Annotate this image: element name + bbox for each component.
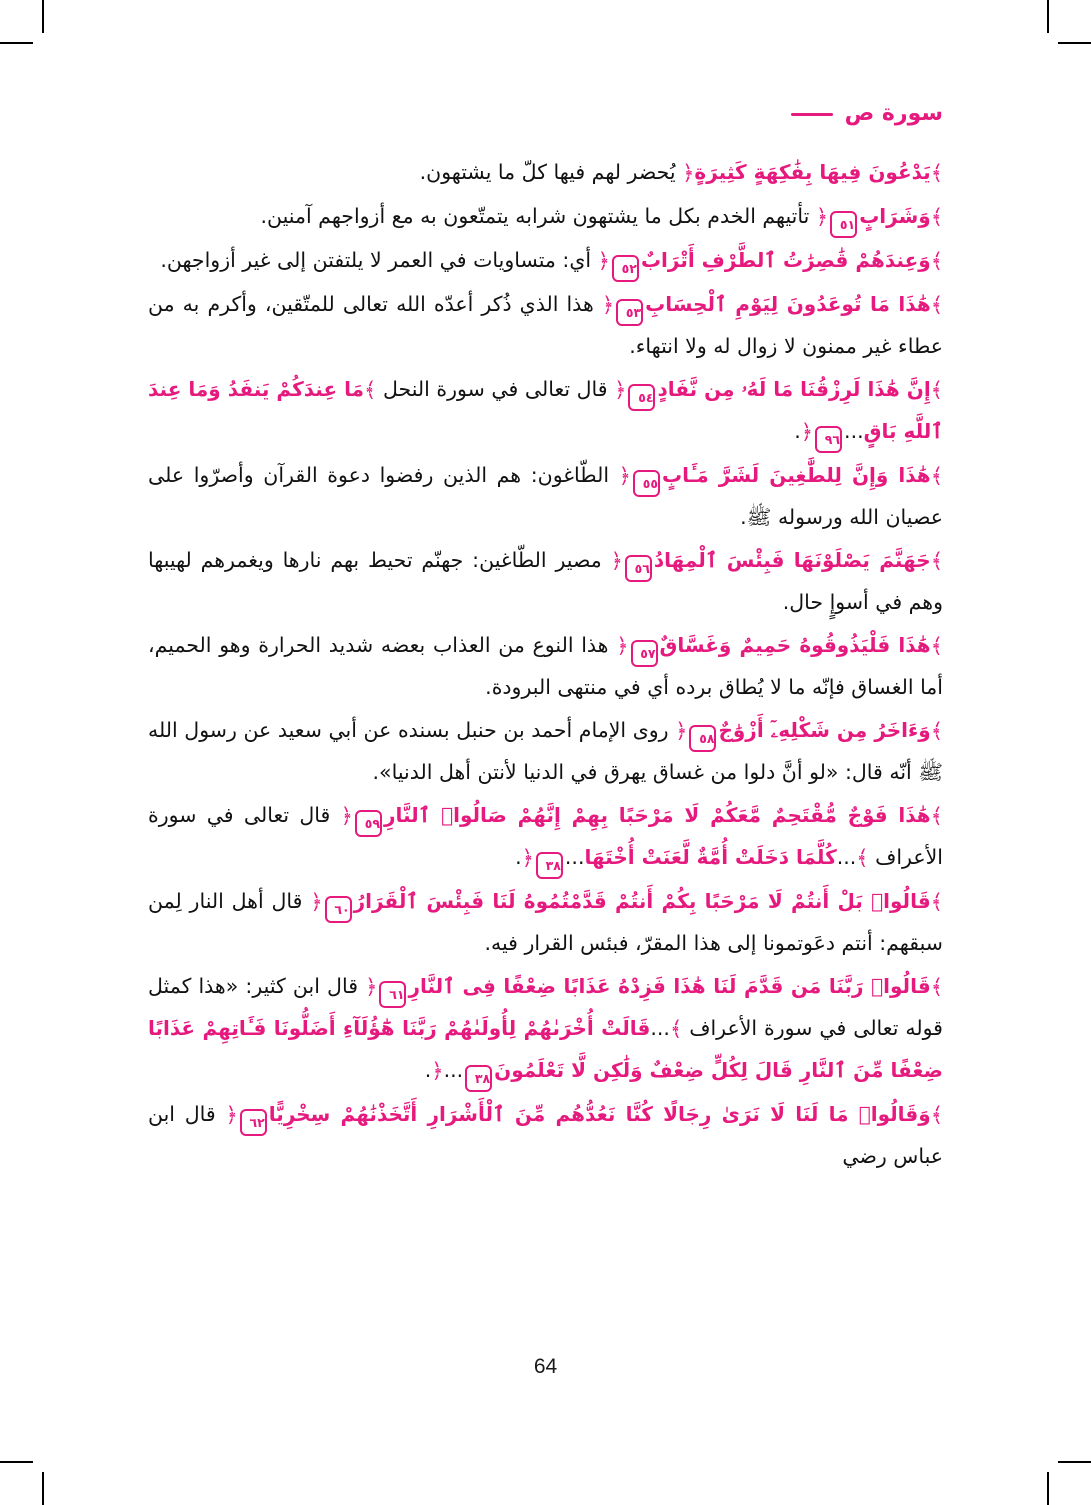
ayah-text: هَٰذَا مَا تُوعَدُونَ لِيَوْمِ ٱلْحِسَابِ	[645, 292, 931, 316]
ayah-number-value: ٥٤	[638, 390, 654, 405]
ayah-text: وَشَرَابٍ	[859, 204, 931, 228]
crop-mark-bottom-right-vertical	[1047, 1472, 1049, 1505]
ayah-text: هَٰذَا وَإِنَّ لِلطَّٰغِينَ لَشَرَّ مَـَٔابٍ	[661, 463, 931, 487]
ayah-text: قَالُوا۟ بَلْ أَنتُمْ لَا مَرْحَبًا بِكُمْ أَنتُمْ قَدَّمْتُمُوهُ لَنَا فَبِئْسَ ٱلْقَرَارُ	[353, 889, 931, 913]
paragraph-ayah-62	[148, 1094, 943, 1177]
quoted-ayah-number-ornament	[465, 1065, 492, 1092]
bracket-close-icon: ﴿	[682, 161, 695, 185]
bracket-open-icon: ﴾	[930, 890, 943, 914]
quote-ellipsis-lead: ...	[836, 845, 857, 869]
bracket-open-icon: ﴾	[930, 378, 943, 402]
commentary-text: هذا الذي ذُكر أعدّه الله تعالى للمتّقين، وأكرم به من عطاء غير ممنون لا زوال له ولا انتهاء.	[148, 292, 943, 358]
quoted-ayah-number-value: ٣٨	[545, 858, 561, 873]
paragraph-ayah-56	[148, 540, 943, 623]
bracket-open-icon: ﴾	[930, 634, 943, 658]
crop-mark-bottom-left-vertical	[42, 1472, 44, 1505]
header-rule	[791, 113, 833, 116]
page-number: 64	[533, 1355, 558, 1378]
crop-mark-top-right-horizontal	[1058, 42, 1091, 44]
bracket-close-icon: ﴿	[431, 1059, 444, 1083]
ayah-number-ornament	[325, 896, 352, 923]
commentary-text-after: .	[424, 1058, 432, 1082]
commentary-text-before: قال ابن كثير: «هذا كمثل قوله تعالى في سورة الأعراف	[148, 974, 943, 1040]
ayah-text: إِنَّ هَٰذَا لَرِزْقُنَا مَا لَهُۥ مِن نَّفَادٍ	[657, 377, 931, 401]
ayah-text: جَهَنَّمَ يَصْلَوْنَهَا فَبِئْسَ ٱلْمِهَادُ	[653, 548, 931, 572]
bracket-open-icon: ﴾	[669, 1017, 683, 1041]
quote-ellipsis: ...	[443, 1058, 464, 1082]
paragraph-ayah-58	[148, 710, 943, 793]
bracket-close-icon: ﴿	[618, 464, 631, 488]
ayah-number-ornament	[830, 211, 857, 238]
running-header	[791, 103, 943, 125]
ayah-number-ornament	[616, 299, 643, 326]
bracket-open-icon: ﴾	[930, 293, 944, 317]
commentary-text-after: .	[794, 419, 801, 443]
ayah-number-value: ٦١	[389, 987, 405, 1002]
quoted-ayah-number-value: ٩٦	[824, 432, 841, 447]
quoted-ayah-number-value: ٣٨	[474, 1071, 491, 1086]
bracket-close-icon: ﴿	[365, 975, 378, 999]
bracket-open-icon: ﴾	[930, 249, 943, 273]
bracket-open-icon: ﴾	[930, 205, 943, 229]
paragraph-ayah-60	[148, 881, 943, 964]
commentary-text: قال أهل النار لِمن سبقهم: أنتم دعَوتمونا إلى هذا المقرّ، فبئس القرار فيه.	[148, 889, 943, 955]
ayah-number-value: ٥٦	[634, 561, 650, 576]
crop-mark-top-left-horizontal	[0, 42, 33, 44]
paragraph-ayah-51	[148, 152, 943, 194]
quoted-ayah-text: كُلَّمَا دَخَلَتْ أُمَّةٌ لَّعَنَتْ أُخْتَهَا	[584, 845, 837, 869]
bracket-open-icon: ﴾	[930, 1103, 943, 1127]
ayah-number-value: ٥٩	[364, 816, 380, 831]
ayah-number-value: ٥٢	[621, 261, 637, 276]
bracket-close-icon: ﴿	[601, 293, 615, 317]
ayah-number-value: ٥٣	[625, 305, 642, 320]
commentary-text-before: قال تعالى في سورة النحل	[382, 377, 608, 401]
quote-ellipsis-lead: ...	[650, 1016, 670, 1040]
quoted-ayah-number-ornament	[536, 852, 563, 879]
paragraph-ayah-55	[148, 455, 943, 538]
quote-ellipsis: ...	[844, 419, 864, 443]
quoted-ayah-text: قَالَتْ أُخْرَىٰهُمْ لِأُولَىٰهُمْ رَبَّنَا هَٰٓؤُلَآءِ أَضَلُّونَا فَـَٔاتِهِمْ عَذَابًا ضِعْفًا مِّنَ ٱلنَّارِ قَالَ لِكُلٍّ ضِعْفٌ وَلَٰكِن لَّا تَعْلَمُونَ	[148, 1016, 943, 1082]
bracket-close-icon: ﴿	[616, 634, 629, 658]
paragraph-ayah-61	[148, 966, 943, 1092]
bracket-close-icon: ﴿	[310, 890, 323, 914]
ayah-number-ornament	[355, 810, 382, 837]
paragraph-ayah-51b	[148, 196, 943, 238]
quoted-ayah-text: مَا عِندَكُمْ يَنفَدُ وَمَا عِندَ ٱللَّهِ بَاقٍ	[148, 377, 943, 443]
crop-mark-top-right-vertical	[1047, 0, 1049, 33]
commentary-text: تأتيهم الخدم بكل ما يشتهون شرابه يتمتّعون به مع أزواجهم آمنين.	[260, 204, 810, 228]
page-body	[148, 152, 943, 1179]
bracket-open-icon: ﴾	[930, 804, 943, 828]
ayah-number-ornament	[628, 384, 655, 411]
paragraph-ayah-54	[148, 369, 943, 453]
ayah-number-value: ٥١	[839, 217, 856, 232]
commentary-text-before: قال تعالى في سورة الأعراف	[148, 803, 943, 869]
bracket-close-icon: ﴿	[815, 205, 829, 229]
paragraph-ayah-53	[148, 284, 943, 367]
bracket-close-icon: ﴿	[521, 846, 534, 870]
bracket-open-icon: ﴾	[930, 464, 943, 488]
ayah-number-ornament	[631, 640, 658, 667]
ayah-number-ornament	[625, 555, 652, 582]
paragraph-ayah-59	[148, 795, 943, 879]
ayah-number-value: ٦٢	[249, 1115, 265, 1130]
bracket-open-icon: ﴾	[930, 161, 943, 185]
crop-mark-top-left-vertical	[42, 0, 44, 33]
bracket-close-icon: ﴿	[340, 804, 353, 828]
ayah-text: وَعِندَهُمْ قَٰصِرَٰتُ ٱلطَّرْفِ أَتْرَابٌ	[640, 248, 931, 272]
ayah-text: يَدْعُونَ فِيهَا بِفَٰكِهَةٍ كَثِيرَةٍ	[694, 160, 931, 184]
bracket-open-icon: ﴾	[364, 378, 377, 402]
bracket-close-icon: ﴿	[597, 249, 610, 273]
bracket-close-icon: ﴿	[610, 549, 623, 573]
commentary-text: أي: متساويات في العمر لا يلتفتن إلى غير أزواجهن.	[160, 248, 592, 272]
surah-title: سورة ص	[844, 101, 943, 126]
bracket-open-icon: ﴾	[930, 719, 944, 743]
commentary-text: الطّاغون: هم الذين رفضوا دعوة القرآن وأصرّوا على عصيان الله ورسوله ﷺ.	[148, 463, 943, 529]
bracket-close-icon: ﴿	[225, 1103, 238, 1127]
bracket-close-icon: ﴿	[614, 378, 627, 402]
ayah-number-ornament	[689, 725, 716, 752]
commentary-text: يُحضر لهم فيها كلّ ما يشتهون.	[419, 160, 676, 184]
ayah-number-ornament	[633, 470, 660, 497]
bracket-open-icon: ﴾	[930, 975, 943, 999]
ayah-number-value: ٦٠	[334, 902, 350, 917]
commentary-text-after: .	[515, 845, 522, 869]
bracket-open-icon: ﴾	[856, 846, 869, 870]
ayah-number-value: ٥٧	[640, 646, 656, 661]
ayah-text: وَءَاخَرُ مِن شَكْلِهِۦٓ أَزْوَٰجٌ	[718, 718, 931, 742]
bracket-close-icon: ﴿	[675, 719, 688, 743]
ayah-number-ornament	[379, 981, 406, 1008]
crop-mark-bottom-left-horizontal	[0, 1461, 33, 1463]
paragraph-ayah-52	[148, 240, 943, 282]
quoted-ayah-number-ornament	[815, 426, 842, 453]
crop-mark-bottom-right-horizontal	[1058, 1461, 1091, 1463]
ayah-text: وَقَالُوا۟ مَا لَنَا لَا نَرَىٰ رِجَالًا كُنَّا نَعُدُّهُم مِّنَ ٱلْأَشْرَارِ أَتَّخَذْنَٰهُمْ سِخْرِيًّا	[268, 1102, 931, 1126]
commentary-text: مصير الطّاغين: جهنّم تحيط بهم نارها ويغمرهم لهيبها وهم في أسوإٍ حال.	[148, 548, 943, 614]
quote-ellipsis: ...	[564, 845, 585, 869]
ayah-number-ornament	[240, 1109, 267, 1136]
ayah-text: هَٰذَا فَوْجٌ مُّقْتَحِمٌ مَّعَكُمْ لَا مَرْحَبًا بِهِمْ إِنَّهُمْ صَالُوا۟ ٱلنَّارِ	[383, 803, 931, 827]
ayah-text: هَٰذَا فَلْيَذُوقُوهُ حَمِيمٌ وَغَسَّاقٌ	[659, 633, 931, 657]
ayah-number-value: ٥٥	[642, 476, 658, 491]
ayah-number-ornament	[612, 255, 639, 282]
ayah-text: قَالُوا۟ رَبَّنَا مَن قَدَّمَ لَنَا هَٰذَا فَزِدْهُ عَذَابًا ضِعْفًا فِى ٱلنَّارِ	[408, 974, 931, 998]
bracket-open-icon: ﴾	[930, 549, 943, 573]
paragraph-ayah-57	[148, 625, 943, 708]
commentary-text: روى الإمام أحمد بن حنبل بسنده عن أبي سعيد عن رسول الله ﷺ أنّه قال: «لو أنَّ دلوا من غساق يهرق في الدنيا لأنتن أهل الدنيا».	[148, 718, 943, 784]
commentary-text: هذا النوع من العذاب بعضه شديد الحرارة وهو الحميم، أما الغساق فإنّه ما لا يُطاق برده أي في منتهى البرودة.	[148, 633, 943, 699]
bracket-close-icon: ﴿	[800, 420, 814, 444]
commentary-text: قال ابن عباس رضي	[148, 1102, 943, 1168]
ayah-number-value: ٥٨	[699, 731, 715, 746]
